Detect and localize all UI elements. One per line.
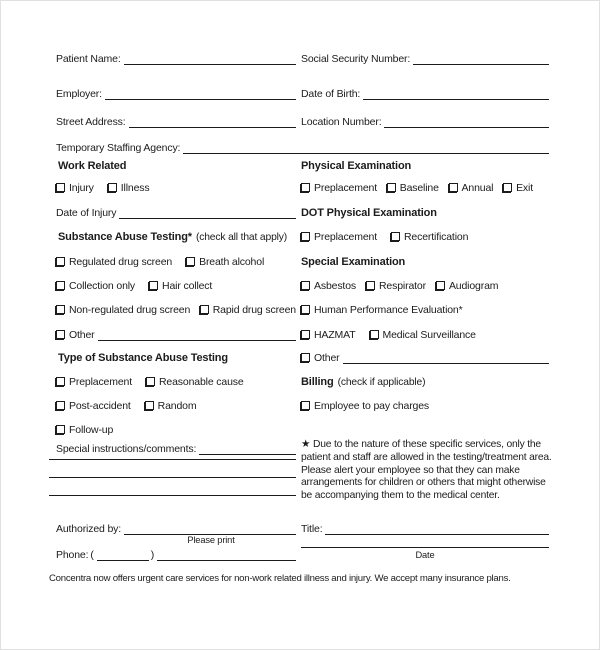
checkbox-label: Breath alcohol xyxy=(199,256,265,268)
checkbox-label: Audiogram xyxy=(448,280,499,292)
work-related-heading: Work Related xyxy=(58,160,127,172)
checkbox-label: Asbestos xyxy=(314,280,356,292)
location-number-label: Location Number: xyxy=(301,116,382,128)
substance-abuse-row3 xyxy=(56,302,296,316)
ssn-line[interactable] xyxy=(413,52,549,65)
checkbox-asbestos[interactable] xyxy=(301,280,356,292)
checkbox-regulated-drug-screen[interactable] xyxy=(56,256,172,268)
title-row xyxy=(301,521,549,535)
comments-line-3[interactable] xyxy=(49,465,296,478)
checkbox-label: Baseline xyxy=(399,182,439,194)
phone-label: Phone: xyxy=(56,549,89,561)
temp-agency-row xyxy=(56,140,549,154)
checkbox-sat-other[interactable] xyxy=(56,329,95,341)
location-number-row xyxy=(301,114,549,128)
checkbox-human-performance-evaluation[interactable] xyxy=(301,304,463,316)
comments-line-4[interactable] xyxy=(49,483,296,496)
temp-agency-line[interactable] xyxy=(183,141,549,154)
employer-line[interactable] xyxy=(105,87,296,100)
checkbox-icon xyxy=(149,281,158,290)
substance-abuse-heading: Substance Abuse Testing* xyxy=(58,231,192,243)
billing-subtitle: (check if applicable) xyxy=(337,377,426,388)
substance-abuse-subtitle: (check all that apply) xyxy=(195,232,288,243)
checkbox-se-other[interactable] xyxy=(301,352,340,364)
checkbox-icon xyxy=(370,330,379,339)
checkbox-label: Post-accident xyxy=(69,400,131,412)
checkbox-label: Non-regulated drug screen xyxy=(69,304,191,316)
checkbox-icon xyxy=(301,353,310,362)
physical-exam-heading: Physical Examination xyxy=(301,160,412,172)
checkbox-icon xyxy=(108,183,117,192)
substance-abuse-heading-row xyxy=(58,229,287,243)
date-of-injury-line[interactable] xyxy=(119,206,296,219)
employer-row xyxy=(56,86,296,100)
checkbox-icon xyxy=(146,377,155,386)
sat-other-line[interactable] xyxy=(98,328,296,341)
checkbox-icon xyxy=(200,305,209,314)
substance-abuse-row2 xyxy=(56,278,212,292)
phone-paren-open: ( xyxy=(90,549,94,561)
dot-physical-heading: DOT Physical Examination xyxy=(301,207,437,219)
phone-number-line[interactable] xyxy=(157,548,296,561)
checkbox-icon xyxy=(301,330,310,339)
checkbox-pe-annual[interactable] xyxy=(449,182,494,194)
checkbox-label: Preplacement xyxy=(314,231,377,243)
billing-heading: Billing xyxy=(301,376,334,388)
please-print-label: Please print xyxy=(187,535,235,545)
checkbox-random[interactable] xyxy=(145,400,197,412)
notice-paragraph xyxy=(301,439,557,503)
dob-line[interactable] xyxy=(363,87,549,100)
ssn-row xyxy=(301,51,549,65)
footer-note: Concentra now offers urgent care services for non-work related illness and injury. We accept many insurance plans. xyxy=(49,573,511,584)
checkbox-icon xyxy=(145,401,154,410)
checkbox-hazmat[interactable] xyxy=(301,329,356,341)
checkbox-icon xyxy=(449,183,458,192)
checkbox-breath-alcohol[interactable] xyxy=(186,256,264,268)
authorized-by-label: Authorized by: xyxy=(56,523,122,535)
date-of-injury-row xyxy=(56,205,296,219)
checkbox-icon xyxy=(387,183,396,192)
special-exam-heading: Special Examination xyxy=(301,256,406,268)
title-label: Title: xyxy=(301,523,323,535)
patient-name-line[interactable] xyxy=(124,52,296,65)
authorized-by-row xyxy=(56,521,296,535)
checkbox-label: Regulated drug screen xyxy=(69,256,173,268)
se-other-line[interactable] xyxy=(343,351,549,364)
checkbox-icon xyxy=(56,183,65,192)
checkbox-label: Hair collect xyxy=(162,280,213,292)
employer-label: Employer: xyxy=(56,88,102,100)
checkbox-pe-exit[interactable] xyxy=(503,182,533,194)
comments-line-2[interactable] xyxy=(49,447,296,460)
authorized-by-line[interactable] xyxy=(124,522,296,535)
dob-row xyxy=(301,86,549,100)
checkbox-icon xyxy=(186,257,195,266)
checkbox-icon xyxy=(391,232,400,241)
checkbox-label: Respirator xyxy=(379,280,426,292)
checkbox-label: Random xyxy=(157,400,197,412)
checkbox-illness[interactable] xyxy=(108,182,150,194)
checkbox-injury[interactable] xyxy=(56,182,94,194)
temp-agency-label: Temporary Staffing Agency: xyxy=(56,142,181,154)
dob-label: Date of Birth: xyxy=(301,88,361,100)
checkbox-label: Other xyxy=(69,329,95,341)
phone-row xyxy=(56,547,296,561)
checkbox-label: Collection only xyxy=(69,280,136,292)
checkbox-label: Medical Surveillance xyxy=(382,329,476,341)
special-exam-row2 xyxy=(301,302,463,316)
location-number-line[interactable] xyxy=(384,115,549,128)
date-line[interactable] xyxy=(301,535,549,548)
checkbox-label: Other xyxy=(314,352,340,364)
checkbox-pe-preplacement[interactable] xyxy=(301,182,377,194)
phone-area-code-line[interactable] xyxy=(97,548,149,561)
checkbox-icon xyxy=(301,401,310,410)
street-address-row xyxy=(56,114,296,128)
checkbox-icon xyxy=(366,281,375,290)
dot-physical-options xyxy=(301,229,468,243)
checkbox-label: HAZMAT xyxy=(314,329,356,341)
street-address-line[interactable] xyxy=(129,115,296,128)
checkbox-employee-to-pay[interactable] xyxy=(301,400,429,412)
checkbox-post-accident[interactable] xyxy=(56,400,131,412)
checkbox-non-regulated-drug-screen[interactable] xyxy=(56,304,190,316)
checkbox-icon xyxy=(56,330,65,339)
checkbox-label: Human Performance Evaluation* xyxy=(314,304,463,316)
star-icon: ★ xyxy=(301,439,311,450)
checkbox-dot-recertification[interactable] xyxy=(391,231,468,243)
billing-heading-row xyxy=(301,374,425,388)
type-of-testing-heading: Type of Substance Abuse Testing xyxy=(58,352,228,364)
comments-label: Special instructions/comments: xyxy=(56,443,197,455)
phone-paren-close: ) xyxy=(150,549,155,561)
checkbox-label: Illness xyxy=(120,182,150,194)
checkbox-label: Follow-up xyxy=(69,424,114,436)
checkbox-icon xyxy=(301,183,310,192)
checkbox-icon xyxy=(301,232,310,241)
substance-abuse-row1 xyxy=(56,254,264,268)
title-line[interactable] xyxy=(325,522,549,535)
checkbox-label: Annual xyxy=(461,182,494,194)
checkbox-icon xyxy=(56,257,65,266)
checkbox-label: Injury xyxy=(69,182,94,194)
checkbox-icon xyxy=(56,401,65,410)
checkbox-label: Preplacement xyxy=(69,376,132,388)
checkbox-label: Employee to pay charges xyxy=(314,400,430,412)
patient-name-row xyxy=(56,51,296,65)
checkbox-follow-up[interactable] xyxy=(56,424,113,436)
checkbox-label: Exit xyxy=(516,182,533,194)
date-label: Date xyxy=(415,550,435,560)
billing-options xyxy=(301,398,429,412)
type-testing-row3 xyxy=(56,422,113,436)
checkbox-respirator[interactable] xyxy=(366,280,426,292)
ssn-label: Social Security Number: xyxy=(301,53,411,65)
special-exam-row3 xyxy=(301,327,476,341)
checkbox-icon xyxy=(56,281,65,290)
checkbox-icon xyxy=(56,377,65,386)
checkbox-label: Preplacement xyxy=(314,182,377,194)
checkbox-icon xyxy=(503,183,512,192)
checkbox-icon xyxy=(56,305,65,314)
checkbox-icon xyxy=(301,305,310,314)
street-address-label: Street Address: xyxy=(56,116,126,128)
checkbox-collection-only[interactable] xyxy=(56,280,135,292)
work-related-options xyxy=(56,180,150,194)
checkbox-icon xyxy=(436,281,445,290)
type-testing-row1 xyxy=(56,374,244,388)
checkbox-audiogram[interactable] xyxy=(436,280,498,292)
checkbox-label: Reasonable cause xyxy=(158,376,244,388)
checkbox-label: Recertification xyxy=(403,231,469,243)
checkbox-tt-preplacement[interactable] xyxy=(56,376,132,388)
patient-name-label: Patient Name: xyxy=(56,53,121,65)
checkbox-dot-preplacement[interactable] xyxy=(301,231,377,243)
checkbox-medical-surveillance[interactable] xyxy=(370,329,476,341)
checkbox-pe-baseline[interactable] xyxy=(387,182,439,194)
substance-abuse-other-row xyxy=(56,327,296,341)
checkbox-icon xyxy=(301,281,310,290)
special-exam-other-row xyxy=(301,350,549,364)
physical-exam-options xyxy=(301,180,533,194)
notice-text: Due to the nature of these specific services, only the patient and staff are allowed in the testing/treatment area. Please alert your employee so that they can make arrangements for children or others that might otherwise be accompanying them to the medical center. xyxy=(301,439,552,502)
date-of-injury-label: Date of Injury xyxy=(56,207,117,219)
checkbox-reasonable-cause[interactable] xyxy=(146,376,244,388)
checkbox-label: Rapid drug screen xyxy=(212,304,296,316)
checkbox-hair-collect[interactable] xyxy=(149,280,212,292)
type-testing-row2 xyxy=(56,398,196,412)
checkbox-icon xyxy=(56,425,65,434)
checkbox-rapid-drug-screen[interactable] xyxy=(200,304,296,316)
special-exam-row1 xyxy=(301,278,498,292)
